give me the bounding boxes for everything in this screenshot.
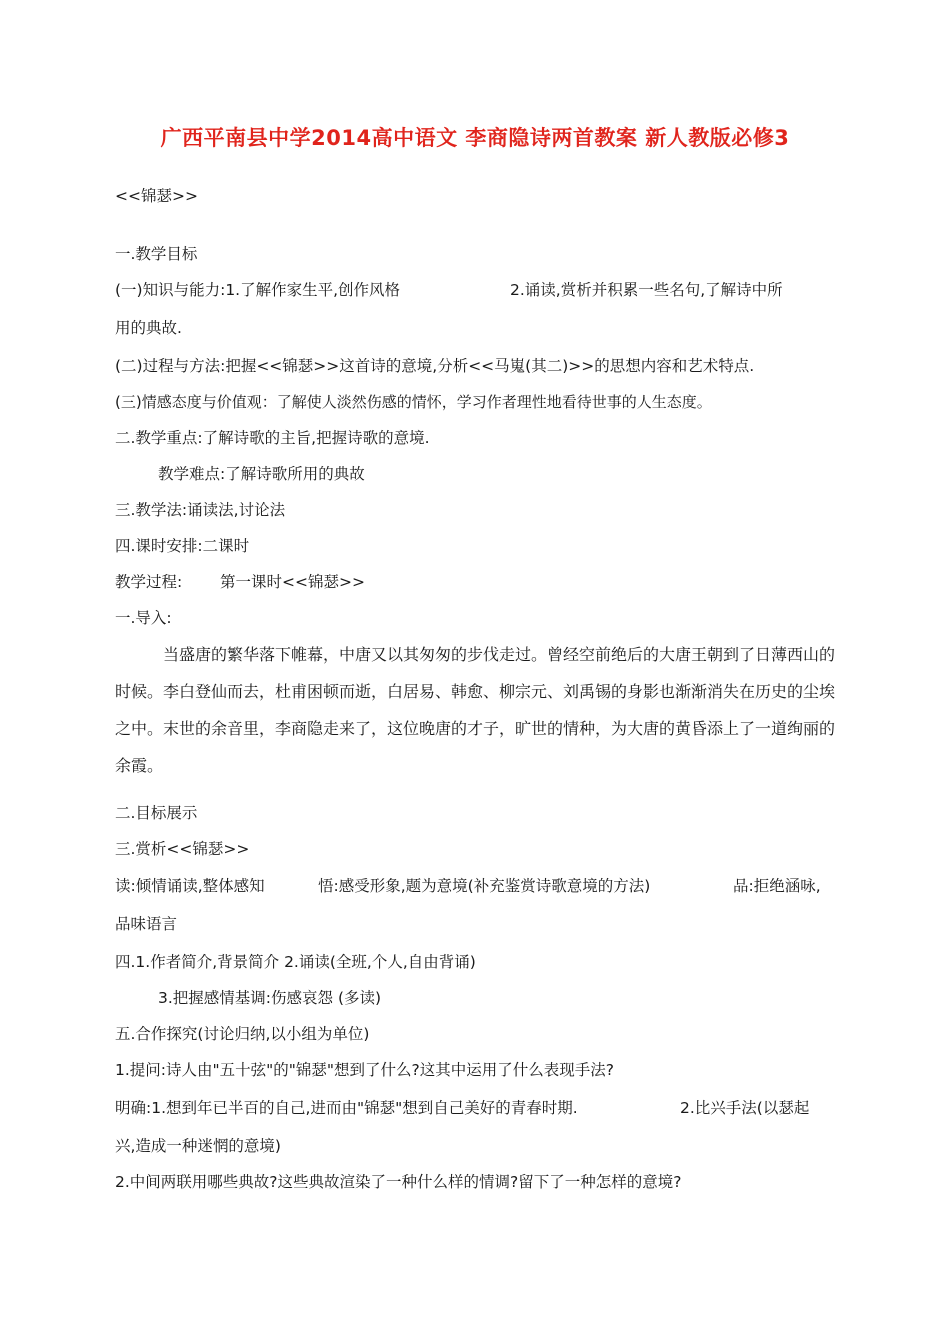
answer-one-part2: 2.比兴手法(以瑟起 — [680, 1099, 810, 1117]
appreciation-heading: 三.赏析<<锦瑟>> — [115, 840, 250, 858]
first-lesson-label: 第一课时<<锦瑟>> — [220, 573, 365, 591]
answer-one-cont: 兴,造成一种迷惘的意境) — [115, 1137, 281, 1155]
teaching-method: 三.教学法:诵读法,讨论法 — [115, 501, 286, 519]
objective-knowledge-line — [115, 280, 783, 300]
answer-one-part1: 明确:1.想到年已半百的自己,进而由"锦瑟"想到自己美好的青春时期. — [115, 1099, 578, 1117]
poem-heading: <<锦瑟>> — [115, 187, 198, 205]
teaching-process-label: 教学过程: — [115, 573, 183, 591]
teaching-focus: 二.教学重点:了解诗歌的主旨,把握诗歌的意境. — [115, 429, 430, 447]
objective-process: (二)过程与方法:把握<<锦瑟>>这首诗的意境,分析<<马嵬(其二)>>的思想内容和艺术特点. — [115, 357, 755, 375]
step-five: 五.合作探究(讨论归纳,以小组为单位) — [115, 1025, 370, 1043]
question-two: 2.中间两联用哪些典故?这些典故渲染了一种什么样的情调?留下了一种怎样的意境? — [115, 1173, 682, 1191]
intro-paragraph: 当盛唐的繁华落下帷幕，中唐又以其匆匆的步伐走过。曾经空前绝后的大唐王朝到了日薄西山的时候。李白登仙而去，杜甫困顿而逝，白居易、韩愈、柳宗元、刘禹锡的身影也渐渐消失在历史的尘埃之中。末世的余音里，李商隐走来了，这位晚唐的才子，旷世的情种，为大唐的黄昏添上了一道绚丽的余霞。 — [115, 645, 836, 775]
class-schedule: 四.课时安排:二课时 — [115, 537, 250, 555]
goal-display: 二.目标展示 — [115, 804, 198, 822]
reading-step-savor-cont: 品味语言 — [115, 915, 178, 933]
reading-step-read: 读:倾情诵读,整体感知 — [115, 877, 265, 895]
reading-step-savor: 品:拒绝涵咏, — [733, 877, 821, 895]
objective-knowledge-part1: (一)知识与能力:1.了解作家生平,创作风格 — [115, 281, 401, 299]
teaching-difficulty: 教学难点:了解诗歌所用的典故 — [158, 465, 365, 483]
reading-step-understand: 悟:感受形象,题为意境(补充鉴赏诗歌意境的方法) — [318, 877, 651, 895]
step-four-sub3: 3.把握感情基调:伤感哀怨 (多读) — [158, 989, 382, 1007]
objective-knowledge-cont: 用的典故. — [115, 319, 182, 337]
objectives-heading: 一.教学目标 — [115, 245, 198, 263]
objective-knowledge-part2: 2.诵读,赏析并积累一些名句,了解诗中所 — [510, 281, 783, 299]
teaching-process-line — [115, 572, 365, 592]
intro-heading: 一.导入: — [115, 609, 172, 627]
step-four: 四.1.作者简介,背景简介 2.诵读(全班,个人,自由背诵) — [115, 953, 476, 971]
answer-one-line — [115, 1098, 810, 1118]
reading-steps-line — [115, 876, 821, 896]
document-title: 广西平南县中学2014高中语文 李商隐诗两首教案 新人教版必修3 — [160, 126, 790, 150]
question-one: 1.提问:诗人由"五十弦"的"锦瑟"想到了什么?这其中运用了什么表现手法? — [115, 1061, 614, 1079]
objective-emotion: (三)情感态度与价值观：了解使人淡然伤感的情怀，学习作者理性地看待世事的人生态度。 — [115, 393, 712, 411]
